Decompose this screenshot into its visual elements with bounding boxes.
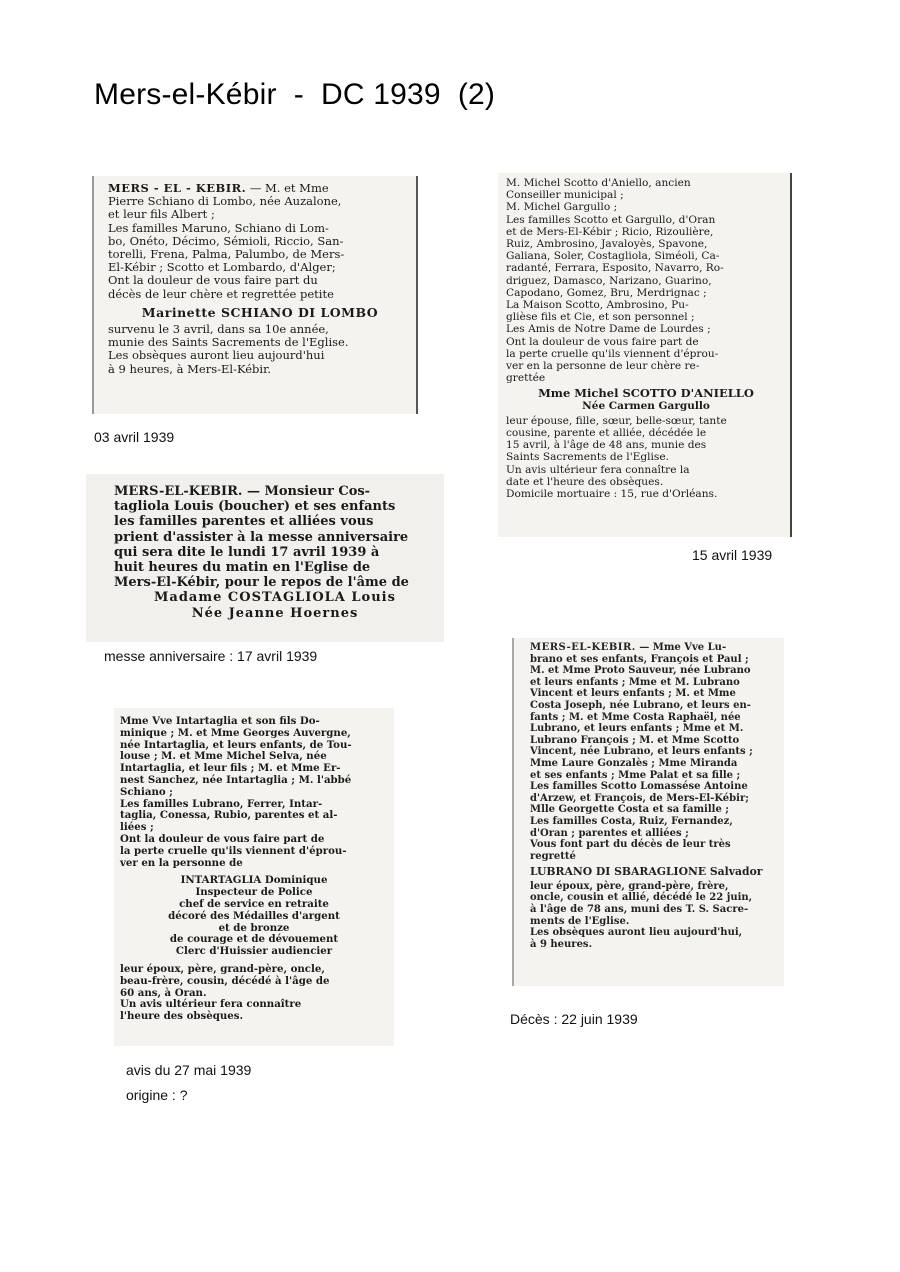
text-line: Domicile mortuaire : 15, rue d'Orléans.: [506, 488, 718, 501]
text-line: Mme Laure Gonzalès ; Mme Miranda: [530, 757, 738, 769]
deceased-maiden-name: Née Carmen Gargullo: [582, 399, 710, 412]
text-line: et leur fils Albert ;: [108, 207, 215, 222]
clipping-text: [120, 716, 388, 869]
caption-date: messe anniversaire : 17 avril 1939: [104, 648, 318, 664]
text-line: Intartaglia, et leur fils ; M. et Mme Er-: [120, 762, 341, 775]
deceased-maiden-name: Née Jeanne Hoernes: [191, 605, 359, 621]
title-line: Clerc d'Huissier audiencier: [175, 945, 333, 958]
text-line: Pierre Schiano di Lombo, née Auzalone,: [108, 194, 342, 209]
text-line: Mme Vve Intartaglia et son fils Do-: [120, 715, 320, 727]
text-line: glièse fils et Cie, et son personnel ;: [506, 311, 695, 324]
text-line: fants ; M. et Mme Costa Raphaël, née: [530, 711, 741, 723]
caption-date: Décès : 22 juin 1939: [510, 1011, 638, 1027]
deceased-name: Madame COSTAGLIOLA Louis: [154, 590, 396, 606]
deceased-name: Mme Michel SCOTTO D'ANIELLO: [538, 386, 754, 401]
text-line: bo, Onéto, Décimo, Sémioli, Riccio, San-: [108, 233, 344, 248]
text-line: date et l'heure des obsèques.: [506, 475, 664, 488]
text-line: à 9 heures, à Mers-El-Kébir.: [108, 361, 271, 376]
text-line: leur époux, père, grand-père, oncle,: [120, 962, 325, 975]
text-line: Vincent, née Lubrano, et leurs enfants ;: [530, 746, 753, 758]
text-line: radanté, Ferrara, Esposito, Navarro, Ro-: [506, 262, 724, 275]
deceased-name: Marinette SCHIANO DI LOMBO: [141, 304, 379, 320]
text-line: El-Kébir ; Scotto et Lombardo, d'Alger;: [108, 260, 336, 275]
text-line: nest Sanchez, née Intartaglia ; M. l'abbé: [120, 773, 352, 786]
text-line: ments de l'Eglise.: [530, 915, 630, 927]
text-line: Ont la douleur de vous faire part de: [120, 832, 325, 845]
clipping-text: [108, 182, 412, 301]
text-line: Conseiller municipal ;: [506, 189, 624, 202]
text-line: louse ; M. et Mme Michel Selva, née: [120, 750, 327, 763]
text-line: Costa Joseph, née Lubrano, et leurs en-: [530, 699, 751, 711]
text-line: M. Michel Gargullo ;: [506, 201, 618, 214]
text-line: regretté: [530, 850, 576, 862]
title-line: Inspecteur de Police: [195, 886, 313, 899]
text-line: et ses enfants ; Mme Palat et sa fille ;: [530, 769, 741, 781]
clipping-schiano-di-lombo: [92, 176, 418, 414]
text-line: cousine, parente et alliée, décédée le: [506, 427, 707, 440]
title-line: de courage et de dévouement: [169, 933, 339, 946]
text-line: prient d'assister à la messe anniversaire: [114, 529, 409, 545]
clipping-text: [108, 323, 412, 376]
text-line: — Monsieur Cos-: [242, 484, 371, 499]
text-line: la perte cruelle qu'ils viennent d'éprou-: [506, 347, 719, 360]
clipping-text: [530, 642, 780, 862]
text-line: Un avis ultérieur fera connaître: [120, 998, 302, 1011]
text-line: ver en la personne de: [120, 856, 243, 869]
caption-date: avis du 27 mai 1939: [126, 1062, 252, 1078]
text-line: et leurs enfants ; Mme et M. Lubrano: [530, 676, 740, 688]
text-line: Les familles Maruno, Schiano di Lom-: [108, 220, 329, 235]
text-line: 60 ans, à Oran.: [120, 986, 207, 999]
text-line: leur épouse, fille, sœur, belle-sœur, tante: [506, 414, 727, 427]
text-line: décès de leur chère et regrettée petite: [108, 286, 334, 301]
text-line: driguez, Damasco, Narizano, Guarino,: [506, 274, 712, 287]
caption-origin: origine : ?: [126, 1087, 188, 1103]
text-line: 15 avril, à l'âge de 48 ans, munie des: [506, 439, 707, 452]
text-line: Les obsèques auront lieu aujourd'hui,: [530, 927, 743, 939]
text-line: Mers-El-Kébir, pour le repos de l'âme de: [114, 575, 409, 591]
text-line: la perte cruelle qu'ils viennent d'éprou-: [120, 844, 347, 857]
title-line: décoré des Médailles d'argent: [168, 909, 340, 922]
text-line: Les Amis de Notre Dame de Lourdes ;: [506, 323, 711, 336]
title-line: chef de service en retraite: [179, 897, 329, 910]
clipping-scotto-daniello: [498, 173, 792, 537]
text-line: brano et ses enfants, François et Paul ;: [530, 653, 749, 665]
text-line: Ont la douleur de vous faire part du: [108, 273, 318, 288]
text-line: M. et Mme Proto Sauveur, née Lubrano: [530, 665, 751, 677]
clipping-costagliola: [86, 474, 444, 642]
text-line: d'Arzew, et François, de Mers-El-Kébir;: [530, 792, 749, 804]
text-line: torelli, Frena, Palma, Palumbo, de Mers-: [108, 247, 345, 262]
clipping-intartaglia: [114, 708, 394, 1046]
text-line: tagliola Louis (boucher) et ses enfants: [114, 499, 396, 515]
title-line: et de bronze: [218, 921, 290, 934]
text-line: survenu le 3 avril, dans sa 10e année,: [108, 322, 329, 337]
caption-date: 15 avril 1939: [692, 547, 773, 563]
text-line: née Intartaglia, et leurs enfants, de Tou-: [120, 738, 352, 751]
page-title: Mers-el-Kébir - DC 1939 (2): [94, 78, 496, 111]
text-line: Galiana, Soler, Costagliola, Siméoli, Ca-: [506, 250, 720, 263]
text-line: oncle, cousin et allié, décédé le 22 juin,: [530, 892, 753, 904]
text-line: La Maison Scotto, Ambrosino, Pu-: [506, 299, 689, 312]
deceased-name: LUBRANO DI SBARAGLIONE Salvador: [530, 865, 763, 879]
clipping-titles: [120, 875, 388, 958]
text-line: Lubrano François ; M. et Mme Scotto: [530, 734, 740, 746]
text-line: Mlle Georgette Costa et sa famille ;: [530, 804, 729, 816]
text-line: et de Mers-El-Kébir ; Ricio, Rizoulière,: [506, 225, 714, 238]
text-line: liées ;: [120, 821, 154, 834]
text-line: beau-frère, cousin, décédé à l'âge de: [120, 974, 330, 987]
clipping-text: [114, 484, 436, 590]
text-line: Capodano, Gomez, Bru, Merdrignac ;: [506, 286, 707, 299]
text-line: Ont la douleur de vous faire part de: [506, 335, 699, 348]
text-line: — Mme Vve Lu-: [635, 642, 727, 653]
text-line: ver en la personne de leur chère re-: [506, 360, 700, 373]
clipping-heading: MERS - EL - KEBIR.: [108, 181, 247, 195]
clipping-text: [120, 964, 388, 1023]
text-line: Un avis ultérieur fera connaître la: [506, 463, 690, 476]
clipping-text: [506, 415, 786, 500]
deceased-name: INTARTAGLIA Dominique: [180, 874, 328, 887]
text-line: Les familles Scotto Lomassése Antoine: [530, 781, 748, 793]
text-line: — M. et Mme: [246, 181, 329, 195]
text-line: à 9 heures.: [530, 938, 593, 950]
text-line: taglia, Conessa, Rubio, parentes et al-: [120, 809, 338, 822]
text-line: qui sera dite le lundi 17 avril 1939 à: [114, 544, 380, 560]
text-line: Les familles Costa, Ruiz, Fernandez,: [530, 815, 733, 827]
clipping-text: [530, 881, 780, 951]
text-line: M. Michel Scotto d'Aniello, ancien: [506, 177, 691, 189]
clipping-heading: MERS-EL-KEBIR.: [114, 484, 243, 499]
text-line: les familles parentes et alliées vous: [114, 514, 374, 530]
text-line: Ruiz, Ambrosino, Javaloyès, Spavone,: [506, 238, 708, 251]
text-line: Vincent et leurs enfants ; M. et Mme: [530, 688, 736, 700]
text-line: Schiano ;: [120, 785, 173, 798]
clipping-heading: MERS-EL-KEBIR.: [530, 642, 636, 653]
text-line: munie des Saints Sacrements de l'Eglise.: [108, 335, 349, 350]
text-line: leur époux, père, grand-père, frère,: [530, 880, 729, 892]
text-line: Lubrano, et leurs enfants ; Mme et M.: [530, 723, 744, 735]
text-line: Vous font part du décès de leur très: [530, 839, 731, 851]
text-line: grettée: [506, 372, 546, 385]
text-line: Les familles Scotto et Gargullo, d'Oran: [506, 213, 716, 226]
clipping-lubrano: [512, 638, 784, 986]
text-line: Les familles Lubrano, Ferrer, Intar-: [120, 797, 323, 810]
text-line: Saints Sacrements de l'Eglise.: [506, 451, 669, 464]
text-line: d'Oran ; parentes et alliées ;: [530, 827, 689, 839]
text-line: l'heure des obsèques.: [120, 1010, 243, 1023]
text-line: huit heures du matin en l'Eglise de: [114, 560, 371, 576]
text-line: à l'âge de 78 ans, muni des T. S. Sacre-: [530, 904, 749, 916]
caption-date: 03 avril 1939: [94, 429, 175, 445]
clipping-text: [506, 177, 786, 384]
text-line: minique ; M. et Mme Georges Auvergne,: [120, 726, 351, 739]
text-line: Les obsèques auront lieu aujourd'hui: [108, 348, 325, 363]
